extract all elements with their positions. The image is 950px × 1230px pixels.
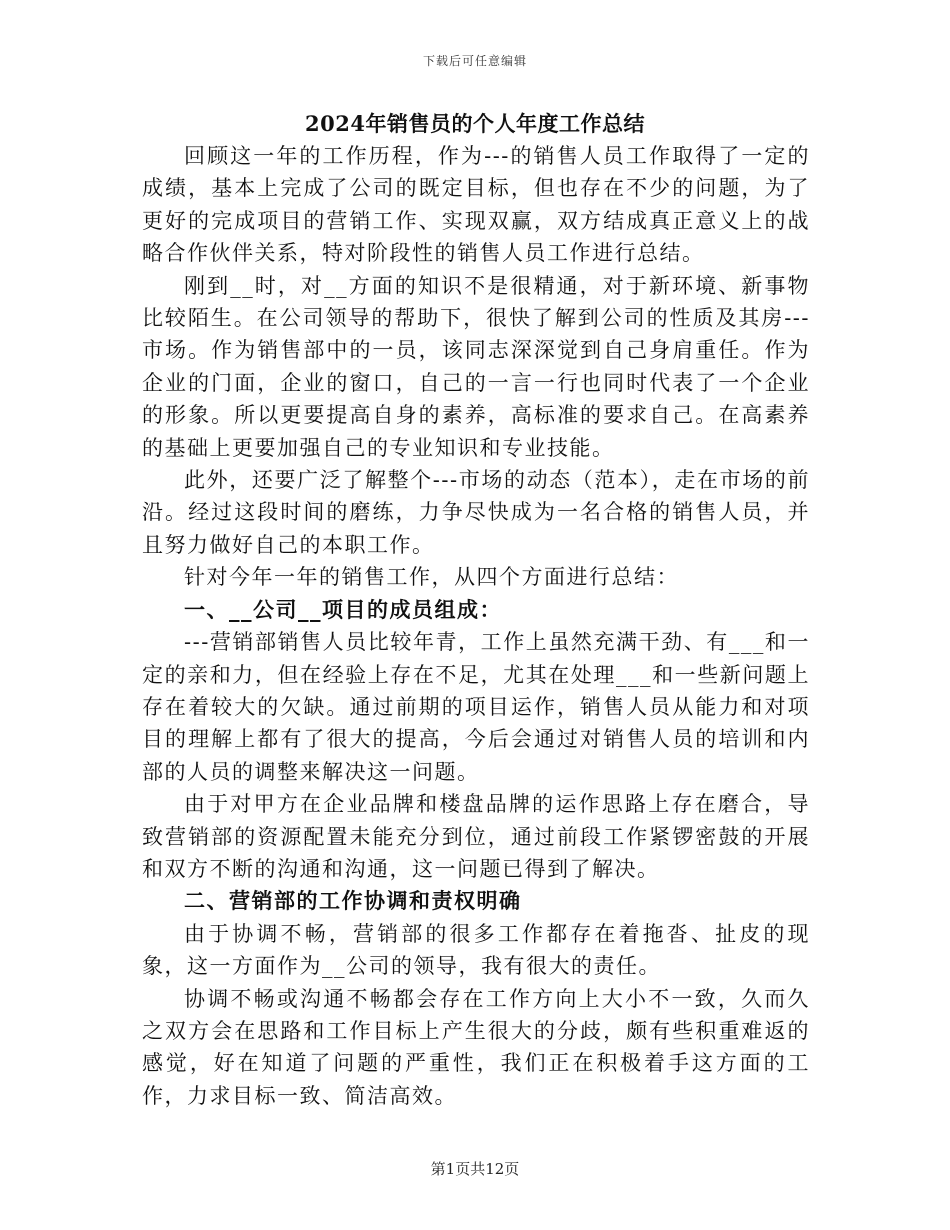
section-heading-2: 二、营销部的工作协调和责权明确 — [184, 888, 522, 914]
paragraph-arrival: 刚到__时，对__方面的知识不是很精通，对于新环境、新事物比较陌生。在公司领导的帮助下，很快了解到公司的性质及其房---市场。作为销售部中的一员，该同志深深觉到自己身肩重任。作为企业的门面，企业的窗口，自己的一言一行也同时代表了一个企业的形象。所以更要提高自身的素养，高标准的要求自己。在高素养的基础上更要加强自己的专业知识和专业技能。 — [142, 273, 810, 460]
paragraph-coordination: 由于协调不畅，营销部的很多工作都存在着拖沓、扯皮的现象，这一方面作为__公司的领导，我有很大的责任。 — [142, 921, 810, 979]
document-title: 2024年销售员的个人年度工作总结 — [305, 111, 645, 136]
page-footer: 第1页共12页 — [430, 1160, 520, 1178]
paragraph-communication: 协调不畅或沟通不畅都会存在工作方向上大小不一致，久而久之双方会在思路和工作目标上产生很大的分歧，颇有些积重难返的感觉，好在知道了问题的严重性，我们正在积极着手这方面的工作，力求目标一致、简洁高效。 — [142, 986, 810, 1108]
paragraph-resources: 由于对甲方在企业品牌和楼盘品牌的运作思路上存在磨合，导致营销部的资源配置未能充分到位，通过前段工作紧锣密鼓的开展和双方不断的沟通和沟通，这一问题已得到了解决。 — [142, 792, 810, 881]
paragraph-team: ---营销部销售人员比较年青，工作上虽然充满干劲、有___和一定的亲和力，但在经验上存在不足，尤其在处理___和一些新问题上存在着较大的欠缺。通过前期的项目运作，销售人员从能力和对项目的理解上都有了很大的提高，今后会通过对销售人员的培训和内部的人员的调整来解决这一问题。 — [142, 630, 810, 784]
document-body — [142, 140, 810, 1112]
paragraph-intro: 回顾这一年的工作历程，作为---的销售人员工作取得了一定的成绩，基本上完成了公司的既定目标，但也存在不少的问题，为了更好的完成项目的营销工作、实现双赢，双方结成真正意义上的战略合作伙伴关系，特对阶段性的销售人员工作进行总结。 — [142, 144, 810, 266]
section-heading-1: 一、__公司__项目的成员组成： — [184, 596, 502, 622]
paragraph-summary-lead: 针对今年一年的销售工作，从四个方面进行总结： — [184, 565, 679, 590]
paragraph-market: 此外，还要广泛了解整个---市场的动态（范本），走在市场的前沿。经过这段时间的磨练，力争尽快成为一名合格的销售人员，并且努力做好自己的本职工作。 — [142, 468, 810, 557]
page-header-note: 下载后可任意编辑 — [422, 54, 527, 68]
